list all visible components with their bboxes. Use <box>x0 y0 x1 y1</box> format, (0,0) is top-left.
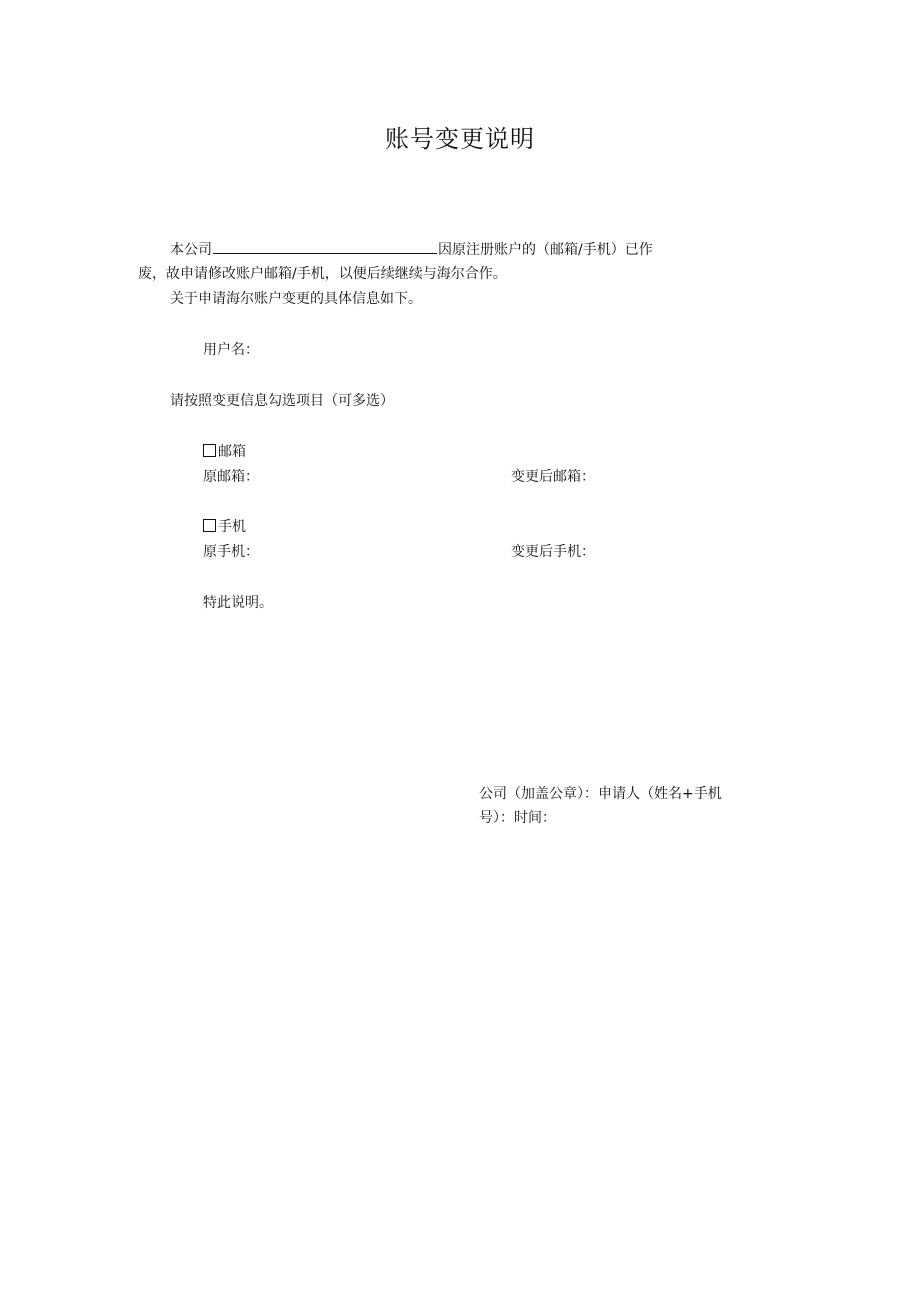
phone-checkbox[interactable] <box>203 519 216 532</box>
intro-line-1 <box>170 239 653 260</box>
intro-prefix: 本公司 <box>170 242 212 258</box>
document-title: 账号变更说明 <box>385 125 535 153</box>
company-name-blank[interactable] <box>213 239 437 254</box>
original-email-label: 原邮箱： <box>203 469 259 485</box>
phone-checkbox-row[interactable] <box>203 517 246 537</box>
email-checkbox[interactable] <box>203 444 216 457</box>
new-email-label: 变更后邮箱： <box>511 469 595 485</box>
select-instruction: 请按照变更信息勾选项目（可多选） <box>170 393 394 409</box>
closing-statement: 特此说明。 <box>203 595 273 611</box>
signature-line-2: 号）：时间： <box>479 810 556 826</box>
email-checkbox-label: 邮箱 <box>218 444 246 460</box>
intro-line-2: 废，故申请修改账户邮箱/手机，以便后续继续与海尔合作。 <box>138 266 507 282</box>
original-phone-label: 原手机： <box>203 544 259 560</box>
new-phone-label: 变更后手机： <box>511 544 595 560</box>
signature-line-1: 公司（加盖公章）：申请人（姓名+手机 <box>479 786 722 802</box>
intro-line-3: 关于申请海尔账户变更的具体信息如下。 <box>170 291 422 307</box>
phone-checkbox-label: 手机 <box>218 519 246 535</box>
username-label: 用户名： <box>203 342 259 358</box>
email-checkbox-row[interactable] <box>203 442 246 462</box>
intro-suffix: 因原注册账户的（邮箱/手机）已作 <box>438 242 653 258</box>
